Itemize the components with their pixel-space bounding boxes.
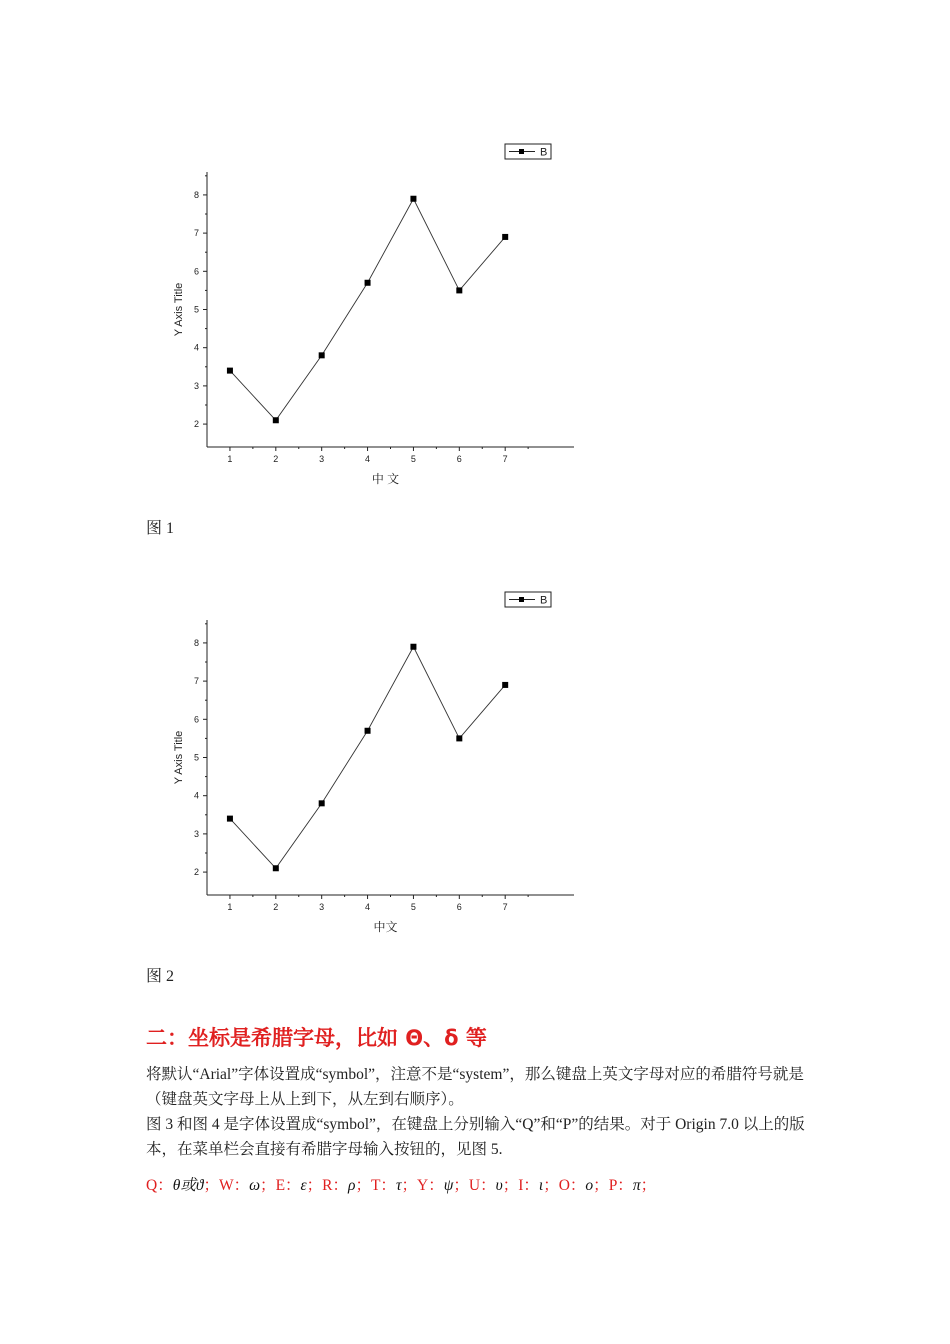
y-tick-label: 5 [193,752,199,763]
y-tick-label: 5 [193,304,199,315]
x-tick-label: 7 [502,902,508,912]
greek-key-6: U： [468,1177,496,1194]
greek-symbol-0: θ或ϑ [172,1177,204,1194]
greek-symbol-6: υ [495,1177,503,1194]
y-tick-label: 8 [193,189,199,200]
greek-key-4: T： [370,1177,396,1194]
greek-symbol-7: ι [538,1177,544,1194]
series-line-B [230,199,505,421]
greek-separator-2: ； [306,1177,323,1194]
data-point [227,816,233,822]
y-tick-label: 3 [193,380,199,391]
greek-separator-1: ； [260,1177,276,1194]
x-tick-label: 1 [227,902,233,912]
greek-key-9: P： [608,1177,633,1194]
x-tick-label: 4 [365,902,371,912]
data-point [319,800,325,806]
y-axis-title: Y Axis Title [173,730,185,785]
figure-1-caption: 图 1 [146,520,175,537]
greek-separator-3: ； [355,1177,371,1194]
data-point [410,644,416,650]
greek-separator-4: ； [401,1177,418,1194]
greek-key-3: R： [322,1177,348,1194]
x-tick-label: 4 [365,454,371,464]
greek-mapping-line [146,1173,656,1195]
greek-key-2: E： [275,1177,301,1194]
greek-symbol-8: ο [585,1177,594,1194]
figure-2-caption: 图 2 [146,968,175,985]
data-point [502,234,508,240]
x-tick-label: 2 [273,454,279,464]
data-point [456,735,462,741]
figure-1-chart [0,130,950,500]
y-tick-label: 2 [193,867,199,878]
greek-separator-5: ； [453,1177,469,1194]
y-tick-label: 3 [193,828,199,839]
y-tick-label: 6 [193,266,199,277]
greek-key-7: I： [518,1177,539,1194]
greek-symbol-5: ψ [443,1177,454,1194]
line-chart-2 [0,578,950,948]
greek-separator-7: ； [543,1177,559,1194]
y-tick-label: 8 [193,637,199,648]
data-point [365,728,371,734]
x-tick-label: 1 [227,454,233,464]
paragraph-1: 将默认“Arial”字体设置成“symbol”，注意不是“system”，那么键盘上英文字母对应的希腊符号就是（键盘英文字母上从上到下，从左到右顺序）。 [146,1066,804,1108]
x-tick-label: 6 [456,902,462,912]
greek-symbol-4: τ [395,1177,402,1194]
greek-key-0: Q： [146,1177,173,1194]
legend-label: B [540,594,548,607]
y-tick-label: 2 [193,419,199,430]
data-point [365,280,371,286]
legend-marker [519,597,524,602]
legend-label: B [540,146,548,159]
x-axis-title: 中 文 [371,472,400,486]
series-line-B [230,647,505,869]
y-tick-label: 7 [193,676,199,687]
x-tick-label: 7 [502,454,508,464]
x-tick-label: 6 [456,454,462,464]
greek-key-8: O： [558,1177,586,1194]
figure-2-chart [0,578,950,948]
greek-key-1: W： [218,1177,250,1194]
greek-key-5: Y： [417,1177,444,1194]
data-point [502,682,508,688]
x-tick-label: 5 [410,902,416,912]
greek-separator-0: ； [203,1177,219,1194]
greek-symbol-3: ρ [348,1177,356,1194]
data-point [319,352,325,358]
greek-symbol-9: π [632,1177,641,1194]
data-point [410,196,416,202]
data-point [456,287,462,293]
data-point [273,865,279,871]
y-tick-label: 4 [193,790,199,801]
line-chart-1 [0,130,950,500]
paragraph-2: 图 3 和图 4 是字体设置成“symbol”，在键盘上分别输入“Q”和“P”的结果。对于 Origin 7.0 以上的版本，在菜单栏会直接有希腊字母输入按钮的，见图 5. [146,1116,805,1158]
greek-separator-6: ； [502,1177,519,1194]
greek-separator-9: ； [640,1177,657,1194]
y-tick-label: 7 [193,228,199,239]
y-tick-label: 6 [193,714,199,725]
x-tick-label: 2 [273,902,279,912]
y-tick-label: 4 [193,342,199,353]
section-heading: 二：坐标是希腊字母，比如 Θ、δ 等 [146,1026,487,1050]
x-tick-label: 5 [410,454,416,464]
data-point [227,368,233,374]
x-tick-label: 3 [319,902,325,912]
data-point [273,417,279,423]
greek-symbol-2: ε [300,1177,307,1194]
legend-marker [519,149,524,154]
x-axis-title: 中文 [373,920,398,934]
greek-separator-8: ； [593,1177,609,1194]
x-tick-label: 3 [319,454,325,464]
greek-symbol-1: ω [249,1177,261,1194]
y-axis-title: Y Axis Title [173,282,185,337]
